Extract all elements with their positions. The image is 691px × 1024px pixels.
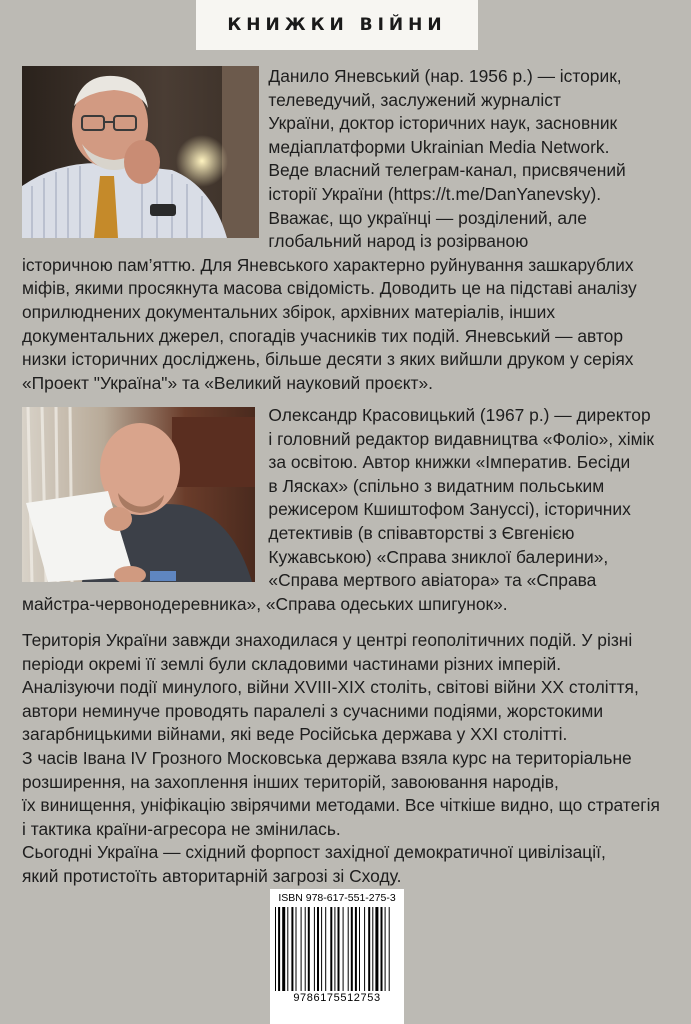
description-line: розширення, на захоплення інших територій, завоювання народів, bbox=[22, 771, 559, 792]
bio-line: майстра-червонодеревника», «Справа одеських шпигунок». bbox=[22, 593, 508, 614]
description-line: їх винищення, уніфікацію звірячими методами. Все чіткіше видно, що стратегія bbox=[22, 795, 660, 816]
book-description bbox=[22, 629, 682, 889]
description-line: періоди окремі її землі були складовими частинами різних імперій. bbox=[22, 653, 562, 674]
bio-line: і головний редактор видавництва «Фоліо», хімік bbox=[22, 428, 654, 449]
bio-line: Вважає, що українці — розділений, але bbox=[22, 207, 587, 228]
description-line: автори неминуче проводять паралелі з сучасними подіями, жорстокими bbox=[22, 700, 604, 721]
description-line: Аналізуючи події минулого, війни XVIII-XIX століть, світові війни XX століття, bbox=[22, 677, 639, 698]
bio-line: медіаплатформи Ukrainian Media Network. bbox=[22, 136, 610, 157]
bio-line: низки історичних досліджень, більше десяти з яких вийшли друком у серіях bbox=[22, 349, 634, 370]
bio-line: Данило Яневський (нар. 1956 р.) — історик, bbox=[22, 66, 622, 86]
barcode-bars bbox=[275, 907, 399, 991]
series-title: КНИЖКИ ВІЙНИ bbox=[196, 0, 478, 50]
bio-line: документальних джерел, спогадів учасників тих подій. Яневський — автор bbox=[22, 325, 624, 346]
bio-line: детективів (в співавторстві з Євгенією bbox=[22, 522, 575, 543]
bio-line: Веде власний телеграм-канал, присвячений bbox=[22, 160, 626, 181]
bio-line: «Проект "Україна"» та «Великий науковий проєкт». bbox=[22, 372, 433, 393]
bio-line: оприлюднених документальних збірок, архівних матеріалів, інших bbox=[22, 301, 556, 322]
description-line: Сьогодні Україна — східний форпост західної демократичної цивілізації, bbox=[22, 842, 606, 863]
bio-line: України, доктор історичних наук, засновник bbox=[22, 113, 618, 134]
author1-bio bbox=[22, 65, 672, 395]
bio-line: в Лясках» (спільно з видатним польським bbox=[22, 475, 605, 496]
description-line: загарбницькими війнами, які веде Російська держава у XXI столітті. bbox=[22, 724, 568, 745]
bio-line: за освітою. Автор книжки «Імператив. Бесіди bbox=[22, 452, 631, 473]
barcode-digits: 9786175512753 bbox=[293, 992, 381, 1004]
isbn-barcode bbox=[270, 889, 404, 1024]
author2-bio bbox=[22, 404, 672, 616]
bio-line: Олександр Красовицький (1967 р.) — директор bbox=[22, 405, 651, 425]
isbn-text: ISBN 978-617-551-275-3 bbox=[278, 892, 396, 904]
bio-line: міфів, якими просякнута масова свідомість. Доводить це на підставі аналізу bbox=[22, 278, 637, 299]
bio-line: режисером Кшиштофом Зануссі), історичних bbox=[22, 499, 631, 520]
bio-line: історії України (https://t.me/DanYanevsky). bbox=[22, 183, 602, 204]
bio-line: Кужавською) «Справа зниклої балерини», bbox=[22, 546, 609, 567]
bio-line: глобальний народ із розірваною bbox=[22, 231, 529, 252]
description-line: який протистоїть авторитарній загрозі зі Сходу. bbox=[22, 865, 402, 886]
bio-line: телеведучий, заслужений журналіст bbox=[22, 89, 561, 110]
bio-line: «Справа мертвого авіатора» та «Справа bbox=[22, 570, 597, 591]
bio-line: історичною пам’яттю. Для Яневського характерно руйнування зашкарублих bbox=[22, 254, 634, 275]
description-line: Територія України завжди знаходилася у центрі геополітичних подій. У різні bbox=[22, 630, 633, 650]
description-line: і тактика країни-агресора не змінилась. bbox=[22, 818, 341, 839]
description-line: З часів Івана IV Грозного Московська держава взяла курс на територіальне bbox=[22, 747, 632, 768]
